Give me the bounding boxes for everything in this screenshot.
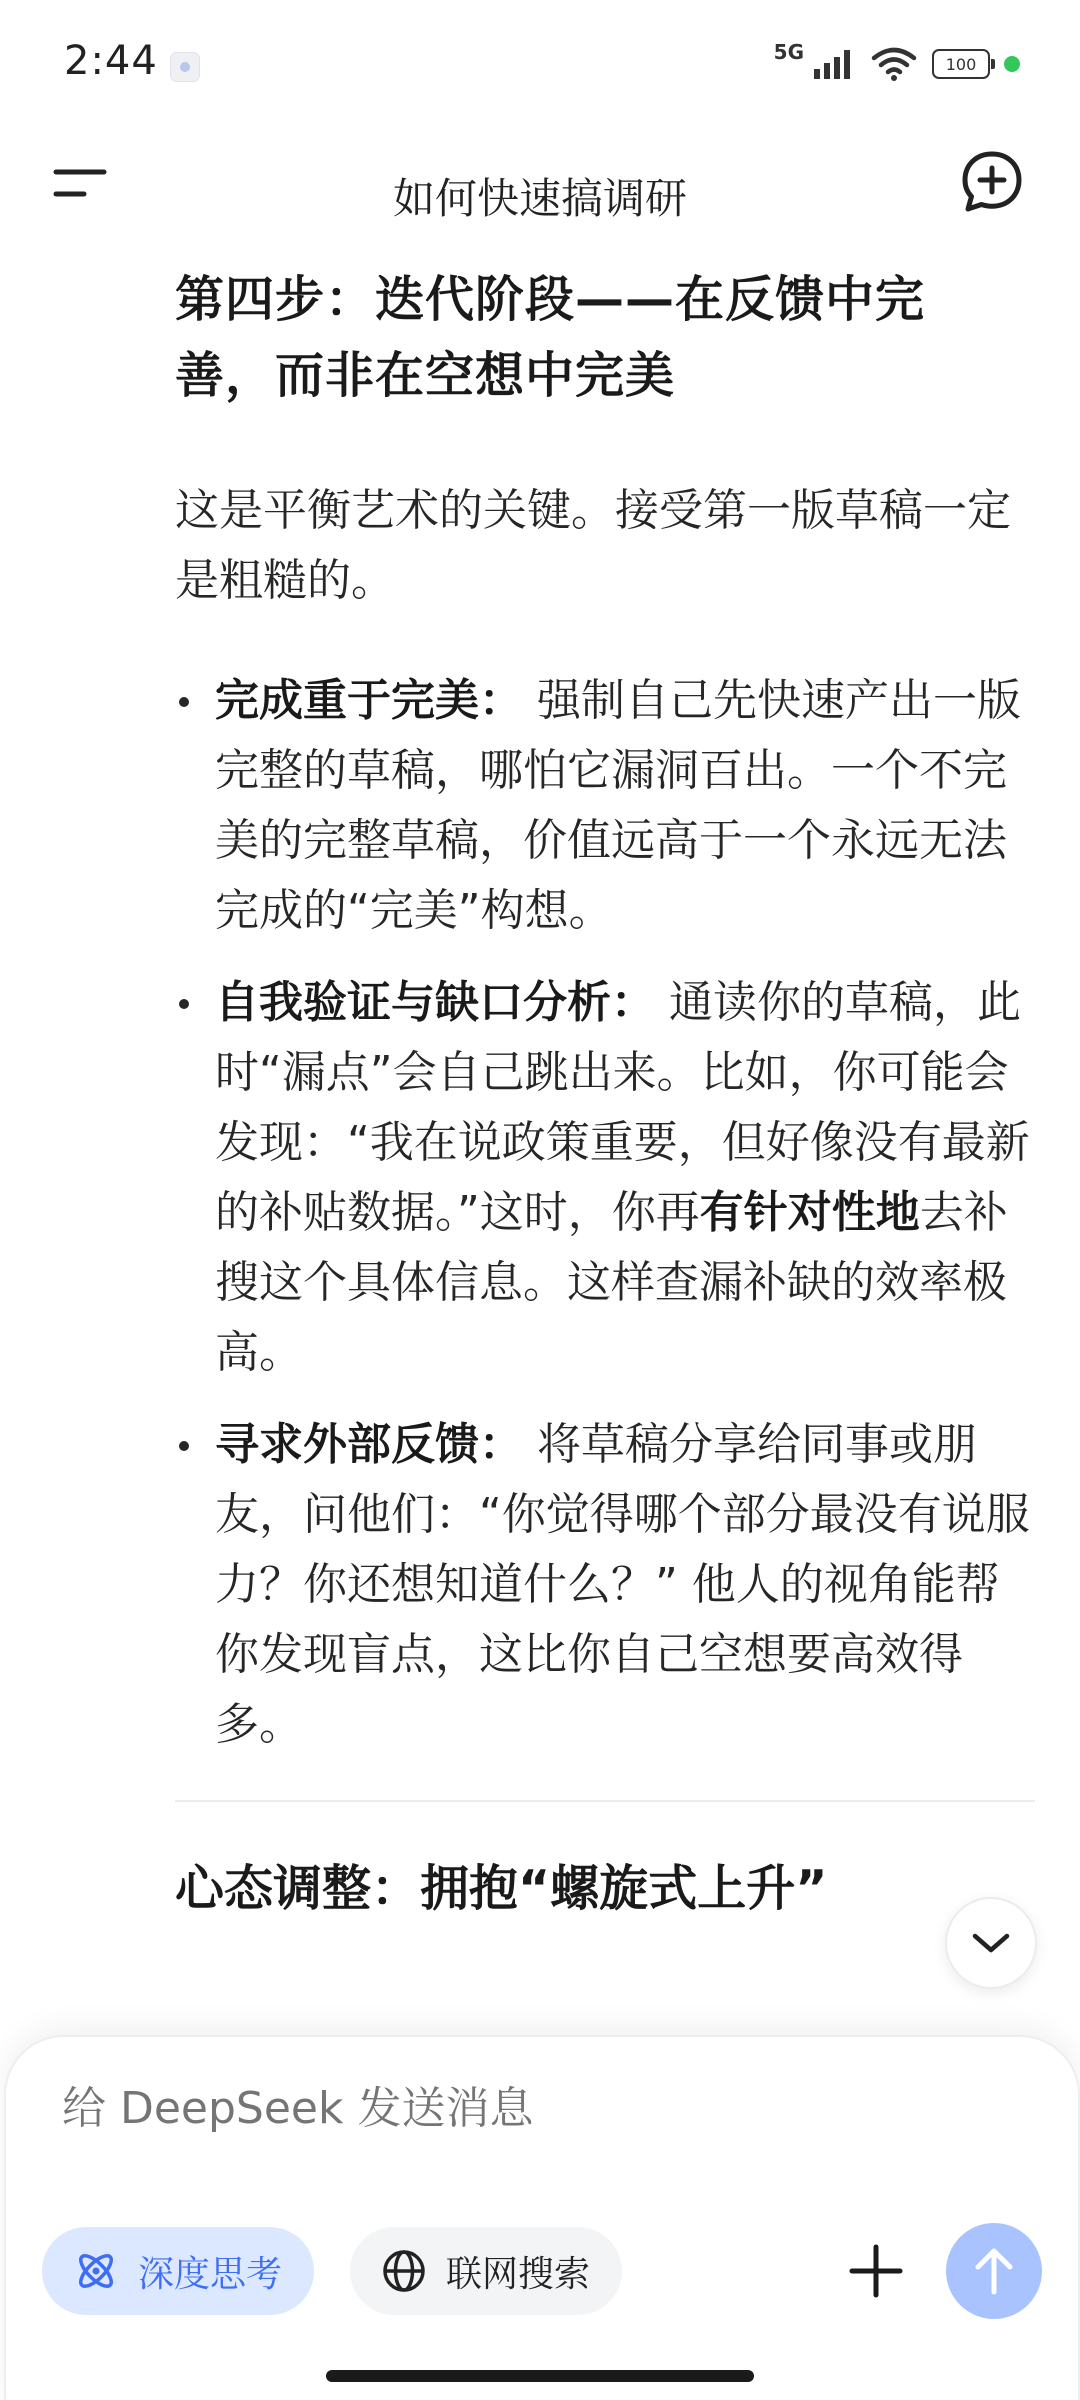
plus-icon (846, 2241, 906, 2301)
page-title: 如何快速搞调研 (392, 174, 687, 223)
app-header (0, 130, 1080, 260)
scroll-down-button[interactable] (945, 1897, 1037, 1989)
arrow-up-icon (972, 2246, 1016, 2296)
atom-icon (72, 2247, 120, 2295)
web-search-label: 联网搜索 (446, 2253, 591, 2295)
divider (175, 1800, 1035, 1802)
status-bar (0, 0, 1080, 130)
step-title-line-1: 第四步：迭代阶段——在反馈中完 (175, 271, 926, 328)
bullet-list (175, 666, 1035, 1760)
list-item (175, 666, 1035, 946)
attach-button[interactable] (838, 2233, 914, 2309)
bullet-text: 强制自己先快速产出一版完整的草稿，哪怕它漏洞百出。一个不完美的完整草稿，价值远高于一个永远无法完成的“完美”构想。 (215, 675, 1021, 936)
bullet-heading: 完成重于完美： (215, 675, 523, 726)
step-title-line-2: 善，而非在空想中完美 (175, 347, 676, 404)
bullet-heading: 寻求外部反馈： (215, 1419, 523, 1470)
network-type-label: 5G (773, 40, 804, 64)
wifi-icon (870, 46, 918, 82)
status-icons (773, 40, 1020, 84)
deep-think-toggle[interactable] (42, 2227, 314, 2315)
status-time: 2:44 (64, 38, 158, 84)
list-item (175, 1410, 1035, 1760)
battery-icon: 100 (932, 49, 990, 79)
step-title (175, 262, 1035, 414)
new-chat-icon[interactable] (956, 146, 1028, 218)
list-item (175, 968, 1035, 1388)
bullet-text: 去补搜这个具体信息。这样查漏补缺的效率极高。 (215, 1187, 1008, 1378)
intro-paragraph: 这是平衡艺术的关键。接受第一版草稿一定是粗糙的。 (175, 485, 1011, 606)
chevron-down-icon (971, 1931, 1011, 1955)
home-indicator[interactable] (326, 2370, 754, 2382)
bullet-emphasis: 有针对性地 (699, 1187, 920, 1238)
section-title: 心态调整：拥抱“螺旋式上升” (175, 1860, 828, 1917)
bullet-text: 将草稿分享给同事或朋友，问他们：“你觉得哪个部分最没有说服力？你还想知道什么？” 他人的视角能帮你发现盲点，这比你自己空想要高效得多。 (215, 1419, 1030, 1750)
web-search-toggle[interactable] (350, 2227, 622, 2315)
send-button[interactable] (946, 2223, 1042, 2319)
message-content (175, 262, 1035, 1924)
bullet-heading: 自我验证与缺口分析： (215, 977, 655, 1028)
bullet-text: 通读你的草稿，此时“漏点”会自己跳出来。比如，你可能会发现：“我在说政策重要，但好像没有最新的补贴数据。”这时，你再 (215, 977, 1030, 1238)
deep-think-label: 深度思考 (138, 2253, 283, 2295)
composer-panel (4, 2035, 1080, 2400)
message-input[interactable] (62, 2083, 962, 2134)
green-dot-indicator (1004, 56, 1020, 72)
signal-icon (812, 47, 856, 81)
notification-app-icon (170, 52, 200, 82)
globe-icon (380, 2247, 428, 2295)
